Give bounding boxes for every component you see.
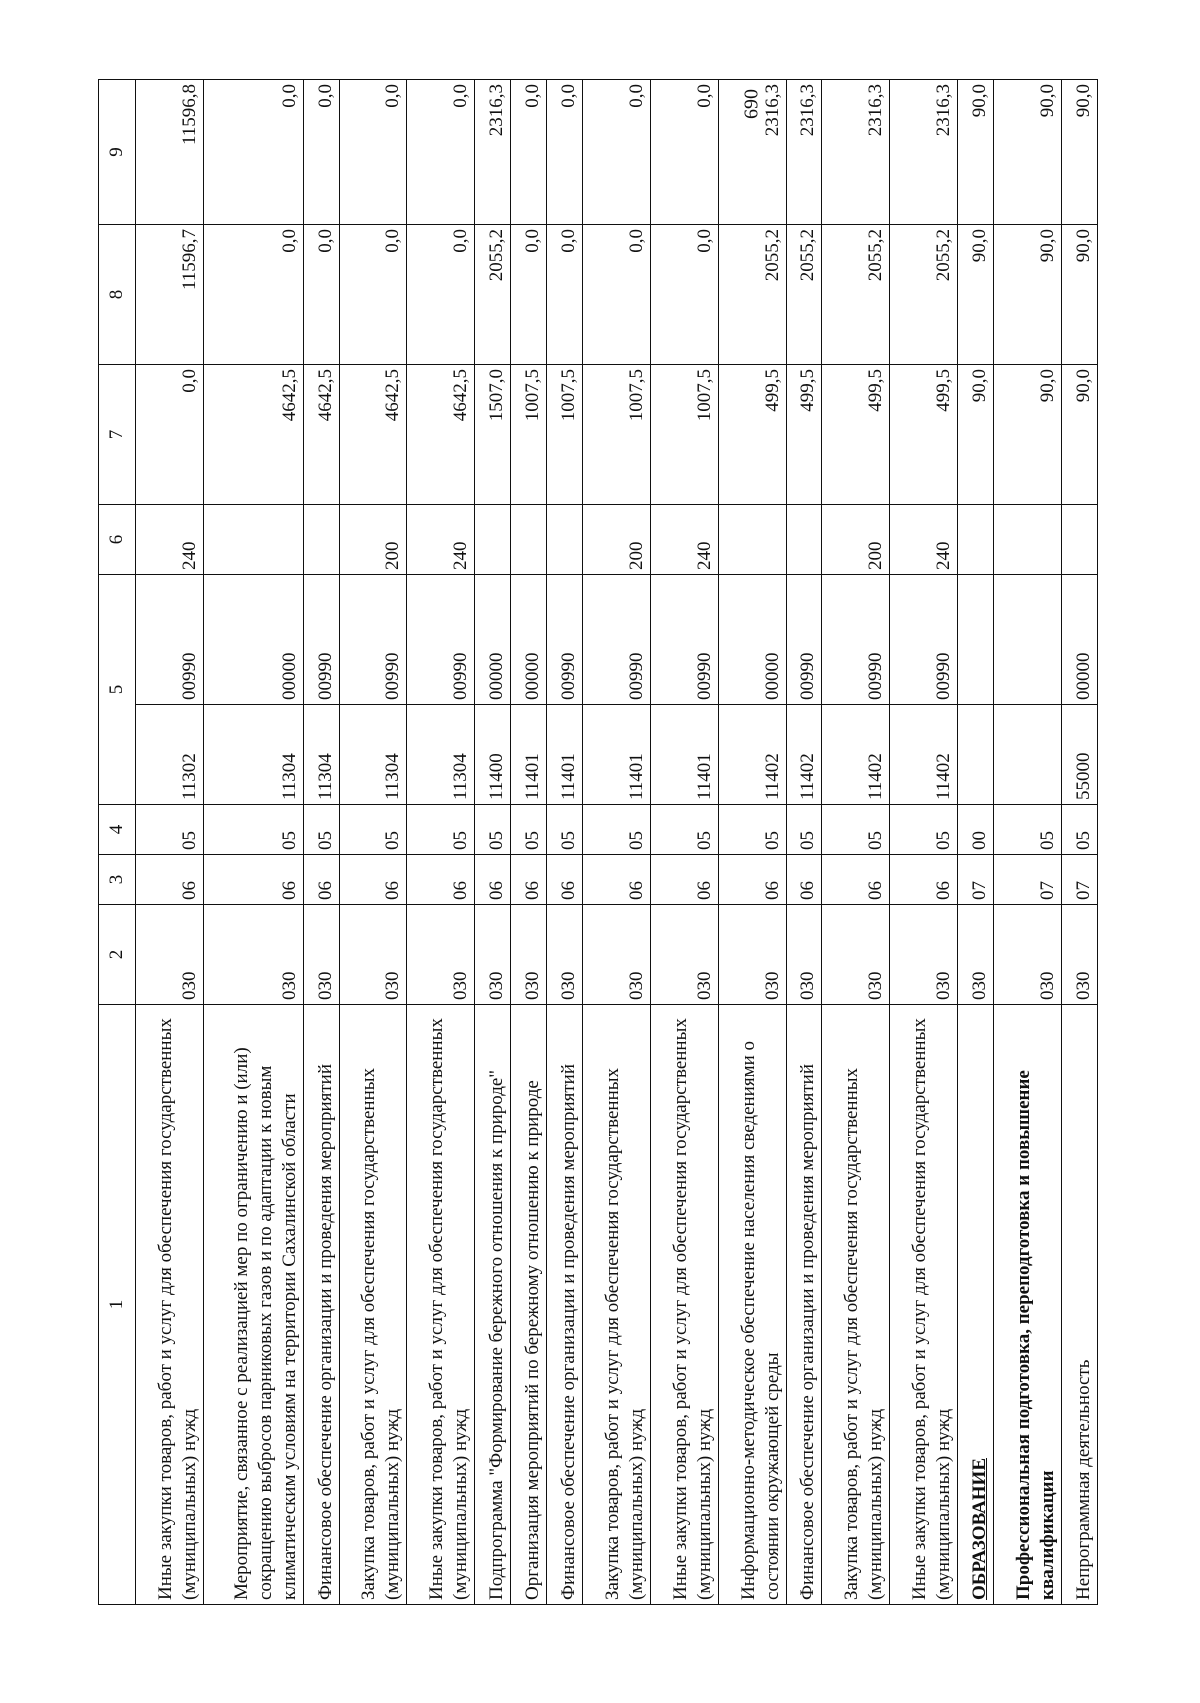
col2-cell: 030 [1061,905,1097,1005]
col8-value-cell: 0,0 [511,225,547,365]
row-description: Профессиональная подготовка, переподготовка и повышение квалификации [994,1005,1062,1605]
col8-value-cell: 0,0 [650,225,718,365]
col9-value-cell: 90,0 [1061,80,1097,225]
row-description: Иные закупки товаров, работ и услуг для обеспечения государственных (муниципальных) нужд [890,1005,958,1605]
table-row [407,80,475,1605]
col6-cell [1061,505,1097,575]
col3-cell: 06 [650,855,718,905]
table-row [303,80,339,1605]
col5-direction-cell: 00990 [339,575,407,705]
header-cell: 8 [99,225,136,365]
col5-program-cell: 11400 [475,705,511,805]
row-description: Закупка товаров, работ и услуг для обеспечения государственных (муниципальных) нужд [339,1005,407,1605]
col6-cell [786,505,822,575]
table-row [958,80,994,1605]
col9-value-cell: 0,0 [203,80,303,225]
col6-cell: 240 [136,505,204,575]
col7-value-cell: 1007,5 [650,365,718,505]
col8-value-cell: 2055,2 [890,225,958,365]
row-description: Организация мероприятий по бережному отношению к природе [511,1005,547,1605]
header-cell: 1 [99,1005,136,1605]
col4-cell: 05 [583,805,651,855]
col2-cell: 030 [511,905,547,1005]
col8-value-cell: 11596,7 [136,225,204,365]
col4-cell: 05 [650,805,718,855]
col5-program-cell: 11304 [407,705,475,805]
col3-cell: 06 [203,855,303,905]
row-description: Закупка товаров, работ и услуг для обеспечения государственных (муниципальных) нужд [822,1005,890,1605]
table-body [136,80,1098,1605]
col2-cell: 030 [890,905,958,1005]
col4-cell: 05 [547,805,583,855]
col5-program-cell: 11402 [718,705,786,805]
budget-table [98,79,1098,1605]
col9-value-cell: 90,0 [994,80,1062,225]
table-row [547,80,583,1605]
col4-cell: 05 [994,805,1062,855]
col9-value-cell: 2316,3 [718,80,786,225]
header-cell: 6 [99,505,136,575]
col7-value-cell: 4642,5 [303,365,339,505]
row-description: Непрограммная деятельность [1061,1005,1097,1605]
col5-program-cell: 11304 [203,705,303,805]
col3-cell: 06 [511,855,547,905]
col5-direction-cell: 00000 [718,575,786,705]
col8-value-cell: 90,0 [1061,225,1097,365]
col6-cell [511,505,547,575]
col9-value-cell: 0,0 [407,80,475,225]
col4-cell: 05 [136,805,204,855]
col8-value-cell: 0,0 [407,225,475,365]
col7-value-cell: 90,0 [1061,365,1097,505]
col5-direction-cell: 00990 [786,575,822,705]
row-description: Финансовое обеспечение организации и проведения мероприятий [303,1005,339,1605]
col9-value-cell: 11596,8 [136,80,204,225]
page-number: 690 [740,89,763,119]
col7-value-cell: 499,5 [718,365,786,505]
col9-value-cell: 0,0 [339,80,407,225]
col6-cell [203,505,303,575]
col6-cell: 240 [890,505,958,575]
col9-value-cell: 0,0 [583,80,651,225]
header-cell: 5 [99,575,136,805]
row-description: Закупка товаров, работ и услуг для обеспечения государственных (муниципальных) нужд [583,1005,651,1605]
col2-cell: 030 [994,905,1062,1005]
col5-direction-cell: 00990 [583,575,651,705]
col6-cell [303,505,339,575]
col7-value-cell: 1007,5 [547,365,583,505]
col8-value-cell: 2055,2 [475,225,511,365]
col4-cell: 05 [786,805,822,855]
table-row [718,80,786,1605]
row-description: Мероприятие, связанное с реализацией мер по ограничению и (или) сокращению выбросов парниковых газов и по адаптации к новым климатическим условиям на территории Сахалинской области [203,1005,303,1605]
col5-program-cell: 11401 [511,705,547,805]
col5-direction-cell: 00000 [203,575,303,705]
col7-value-cell: 90,0 [958,365,994,505]
col7-value-cell: 1507,0 [475,365,511,505]
col5-program-cell: 11304 [303,705,339,805]
col5-program-cell: 11402 [822,705,890,805]
col7-value-cell: 90,0 [994,365,1062,505]
col6-cell: 240 [407,505,475,575]
col4-cell: 05 [303,805,339,855]
col9-value-cell: 2316,3 [786,80,822,225]
table-row [786,80,822,1605]
col8-value-cell: 0,0 [547,225,583,365]
col6-cell: 240 [650,505,718,575]
col5-program-cell: 11402 [890,705,958,805]
col7-value-cell: 0,0 [136,365,204,505]
col8-value-cell: 2055,2 [786,225,822,365]
col3-cell: 07 [958,855,994,905]
col9-value-cell: 0,0 [511,80,547,225]
col8-value-cell: 0,0 [203,225,303,365]
col8-value-cell: 2055,2 [822,225,890,365]
col5-direction-cell: 00990 [303,575,339,705]
col6-cell: 200 [583,505,651,575]
col6-cell [475,505,511,575]
col6-cell [958,505,994,575]
col3-cell: 06 [786,855,822,905]
col4-cell: 05 [890,805,958,855]
col2-cell: 030 [958,905,994,1005]
col8-value-cell: 0,0 [339,225,407,365]
col5-direction-cell: 00000 [511,575,547,705]
col9-value-cell: 90,0 [958,80,994,225]
col3-cell: 07 [1061,855,1097,905]
col5-program-cell: 11401 [650,705,718,805]
row-description: Иные закупки товаров, работ и услуг для обеспечения государственных (муниципальных) нужд [407,1005,475,1605]
col3-cell: 06 [136,855,204,905]
col2-cell: 030 [547,905,583,1005]
col4-cell: 05 [203,805,303,855]
col4-cell: 05 [339,805,407,855]
table-row [339,80,407,1605]
col5-direction-cell: 00990 [890,575,958,705]
col2-cell: 030 [136,905,204,1005]
col5-direction-cell [994,575,1062,705]
header-cell: 3 [99,855,136,905]
col2-cell: 030 [339,905,407,1005]
col6-cell [994,505,1062,575]
col2-cell: 030 [475,905,511,1005]
row-description: Подпрограмма "Формирование бережного отношения к природе" [475,1005,511,1605]
col7-value-cell: 499,5 [822,365,890,505]
table-row [1061,80,1097,1605]
row-description: Иные закупки товаров, работ и услуг для обеспечения государственных (муниципальных) нужд [136,1005,204,1605]
col6-cell: 200 [822,505,890,575]
col5-direction-cell: 00000 [1061,575,1097,705]
col8-value-cell: 0,0 [583,225,651,365]
col5-program-cell: 55000 [1061,705,1097,805]
table-row [650,80,718,1605]
row-description: Информационно-методическое обеспечение населения сведениями о состоянии окружающей среды [718,1005,786,1605]
table-row [583,80,651,1605]
col4-cell: 05 [475,805,511,855]
table-row [475,80,511,1605]
table-row [822,80,890,1605]
table-row [203,80,303,1605]
row-description: Иные закупки товаров, работ и услуг для обеспечения государственных (муниципальных) нужд [650,1005,718,1605]
col5-direction-cell [958,575,994,705]
col3-cell: 06 [822,855,890,905]
col2-cell: 030 [650,905,718,1005]
header-cell: 7 [99,365,136,505]
col7-value-cell: 4642,5 [203,365,303,505]
col3-cell: 07 [994,855,1062,905]
col3-cell: 06 [475,855,511,905]
col4-cell: 05 [1061,805,1097,855]
col5-program-cell [994,705,1062,805]
col3-cell: 06 [339,855,407,905]
col9-value-cell: 0,0 [303,80,339,225]
col2-cell: 030 [786,905,822,1005]
col7-value-cell: 1007,5 [511,365,547,505]
col5-direction-cell: 00990 [407,575,475,705]
col5-program-cell: 11304 [339,705,407,805]
col3-cell: 06 [303,855,339,905]
col4-cell: 05 [718,805,786,855]
col3-cell: 06 [890,855,958,905]
header-cell: 2 [99,905,136,1005]
col6-cell [547,505,583,575]
col4-cell: 05 [511,805,547,855]
col2-cell: 030 [407,905,475,1005]
col9-value-cell: 0,0 [650,80,718,225]
col4-cell: 05 [407,805,475,855]
col2-cell: 030 [203,905,303,1005]
col2-cell: 030 [718,905,786,1005]
col2-cell: 030 [822,905,890,1005]
col5-program-cell [958,705,994,805]
col5-program-cell: 11401 [583,705,651,805]
col8-value-cell: 0,0 [303,225,339,365]
col7-value-cell: 499,5 [786,365,822,505]
col2-cell: 030 [583,905,651,1005]
col7-value-cell: 4642,5 [407,365,475,505]
col9-value-cell: 2316,3 [890,80,958,225]
row-description: Финансовое обеспечение организации и проведения мероприятий [547,1005,583,1605]
col8-value-cell: 2055,2 [718,225,786,365]
col7-value-cell: 4642,5 [339,365,407,505]
col4-cell: 05 [822,805,890,855]
col2-cell: 030 [303,905,339,1005]
col9-value-cell: 2316,3 [822,80,890,225]
row-description: Финансовое обеспечение организации и проведения мероприятий [786,1005,822,1605]
col4-cell: 00 [958,805,994,855]
col9-value-cell: 0,0 [547,80,583,225]
col5-program-cell: 11401 [547,705,583,805]
table-row [511,80,547,1605]
table-row [136,80,204,1605]
col7-value-cell: 1007,5 [583,365,651,505]
header-cell: 4 [99,805,136,855]
header-row [99,80,136,1605]
col3-cell: 06 [407,855,475,905]
col5-direction-cell: 00990 [136,575,204,705]
col3-cell: 06 [547,855,583,905]
table-row [890,80,958,1605]
col6-cell: 200 [339,505,407,575]
col3-cell: 06 [718,855,786,905]
col5-program-cell: 11302 [136,705,204,805]
col5-program-cell: 11402 [786,705,822,805]
col8-value-cell: 90,0 [958,225,994,365]
table-row [994,80,1062,1605]
col9-value-cell: 2316,3 [475,80,511,225]
rotated-table-wrapper [98,80,1098,1605]
row-description: ОБРАЗОВАНИЕ [958,1005,994,1605]
col5-direction-cell: 00990 [547,575,583,705]
col3-cell: 06 [583,855,651,905]
col5-direction-cell: 00000 [475,575,511,705]
col6-cell [718,505,786,575]
col5-direction-cell: 00990 [650,575,718,705]
col5-direction-cell: 00990 [822,575,890,705]
col8-value-cell: 90,0 [994,225,1062,365]
col7-value-cell: 499,5 [890,365,958,505]
header-cell: 9 [99,80,136,225]
